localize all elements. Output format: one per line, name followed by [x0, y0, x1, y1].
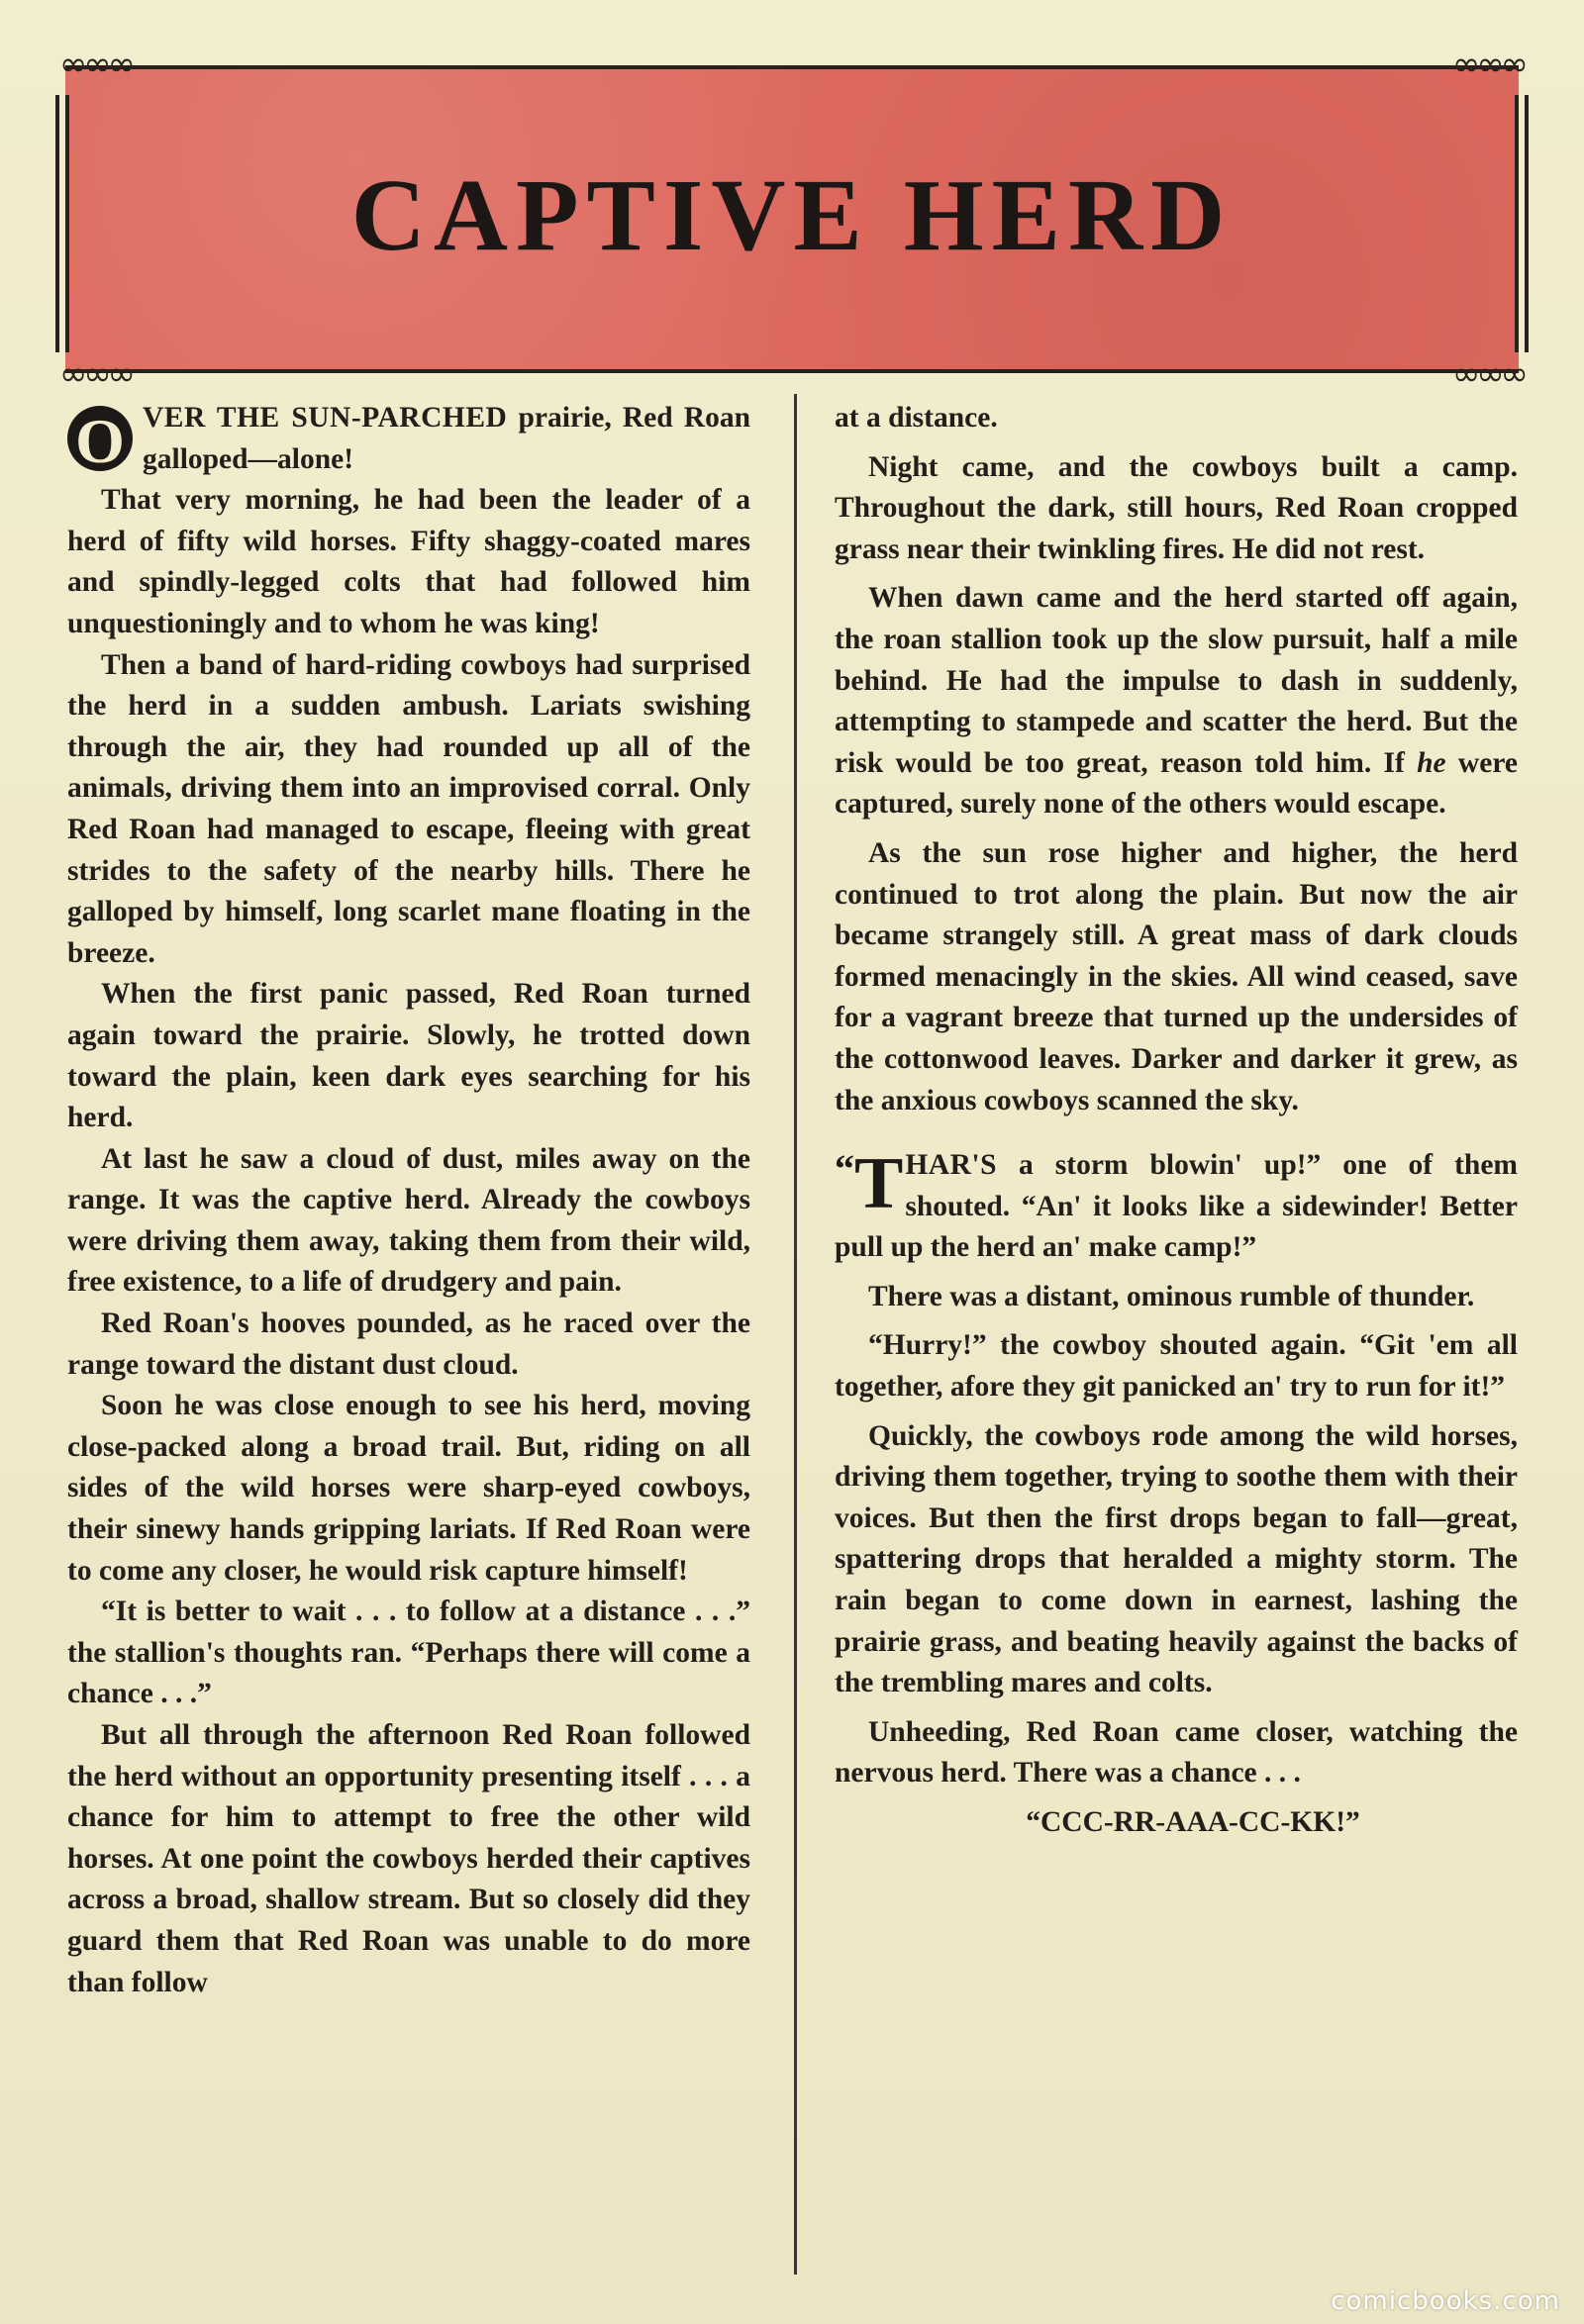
drop-cap: O: [67, 406, 133, 471]
left-column: [67, 398, 750, 2003]
opening-caps: VER THE SUN-PARCHED: [143, 402, 508, 434]
paragraph: [67, 398, 750, 480]
paragraph: At last he saw a cloud of dust, miles away on the range. It was the captive herd. Already the cowboys were driving them away, taking them from their wild, free existence, to a life of drudgery and pain.: [67, 1142, 750, 1299]
watermark: comicbooks.com: [1331, 2286, 1560, 2316]
paragraph: “CCC-RR-AAA-CC-KK!”: [1026, 1806, 1360, 1838]
paragraph: [835, 1145, 1518, 1269]
paragraph: Night came, and the cowboys built a camp. Throughout the dark, still hours, Red Roan cropped grass near their twinkling fires. He did not rest.: [835, 450, 1518, 565]
paragraph: As the sun rose higher and higher, the herd continued to trot along the plain. But now the air became strangely still. A great mass of dark clouds formed menacingly in the skies. All wind ceased, save for a vagrant breeze that turned up the undersides of the cottonwood leaves. Darker and darker it grew, as the anxious cowboys scanned the sky.: [835, 836, 1518, 1116]
italic-word: he: [1417, 746, 1446, 779]
opening-caps: HAR'S: [905, 1149, 998, 1182]
paragraph-text: were captured, surely none of the others would escape.: [835, 746, 1518, 821]
title-banner: [59, 45, 1525, 394]
paragraph: [835, 578, 1518, 825]
paragraph: at a distance.: [835, 402, 998, 434]
paragraph: Quickly, the cowboys rode among the wild horses, driving them together, trying to soothe them with their voices. But then the first drops began to fall—great, spattering drops that heralded a mighty storm. The rain began to come down in earnest, lashing the prairie grass, and beating heavily against the backs of the trembling mares and colts.: [835, 1419, 1518, 1699]
right-column: [835, 398, 1518, 1844]
open-quote: “: [835, 1146, 854, 1192]
rope-ornament-icon: ∞∞∞: [59, 354, 132, 394]
paragraph: Then a band of hard-riding cowboys had surprised the herd in a sudden ambush. Lariats swishing through the air, they had rounded up all of the animals, driving them into an improvised corral. Only Red Roan had managed to escape, fleeing with great strides to the safety of the nearby hills. There he galloped by himself, long scarlet mane floating in the breeze.: [67, 648, 750, 969]
paragraph: “It is better to wait . . . to follow at a distance . . .” the stallion's thoughts ran. “Perhaps there will come a chance . . .”: [67, 1596, 750, 1710]
drop-cap-letter: T: [854, 1143, 904, 1225]
opening-text: prairie, Red Roan galloped—alone!: [143, 402, 751, 475]
paragraph: When the first panic passed, Red Roan turned again toward the prairie. Slowly, he trotted down toward the plain, keen dark eyes searching for his herd.: [67, 978, 750, 1134]
rope-ornament-icon: ∞∞∞: [59, 45, 132, 84]
paragraph: There was a distant, ominous rumble of thunder.: [868, 1280, 1475, 1312]
paragraph: But all through the afternoon Red Roan followed the herd without an opportunity presenting itself . . . a chance for him to attempt to free the other wild horses. At one point the cowboys herded their captives across a broad, shallow stream. But so closely did they guard them that Red Roan was unable to do more than follow: [67, 1719, 750, 1998]
paragraph: That very morning, he had been the leader of a herd of fifty wild horses. Fifty shaggy-coated mares and spindly-legged colts that had followed him unquestioningly and to whom he was king!: [67, 484, 750, 639]
paragraph: Soon he was close enough to see his herd, moving close-packed along a broad trail. But, riding on all sides of the wild horses were sharp-eyed cowboys, their sinewy hands gripping lariats. If Red Roan were to come any closer, he would risk capture himself!: [67, 1390, 750, 1587]
paragraph: Unheeding, Red Roan came closer, watching the nervous herd. There was a chance . . .: [835, 1715, 1518, 1790]
drop-cap: [835, 1143, 904, 1225]
rope-ornament-icon: ∞∞∞: [1452, 354, 1525, 394]
paragraph: “Hurry!” the cowboy shouted again. “Git 'em all together, afore they git panicked an' try to run for it!”: [835, 1329, 1518, 1404]
opening-text: a storm blowin' up!” one of them shouted. “An' it looks like a sidewinder! Better pull up the herd an' make camp!”: [835, 1149, 1518, 1264]
paragraph: Red Roan's hooves pounded, as he raced over the range toward the distant dust cloud.: [67, 1307, 750, 1381]
paragraph-text: When dawn came and the herd started off again, the roan stallion took up the slow pursuit, half a mile behind. He had the impulse to dash in suddenly, attempting to stampede and scatter the herd. But the risk would be too great, reason told him. If: [835, 582, 1518, 779]
rope-ornament-icon: ∞∞∞: [1452, 45, 1525, 84]
story-title: CAPTIVE HERD: [350, 158, 1234, 272]
column-divider: [794, 394, 797, 2275]
